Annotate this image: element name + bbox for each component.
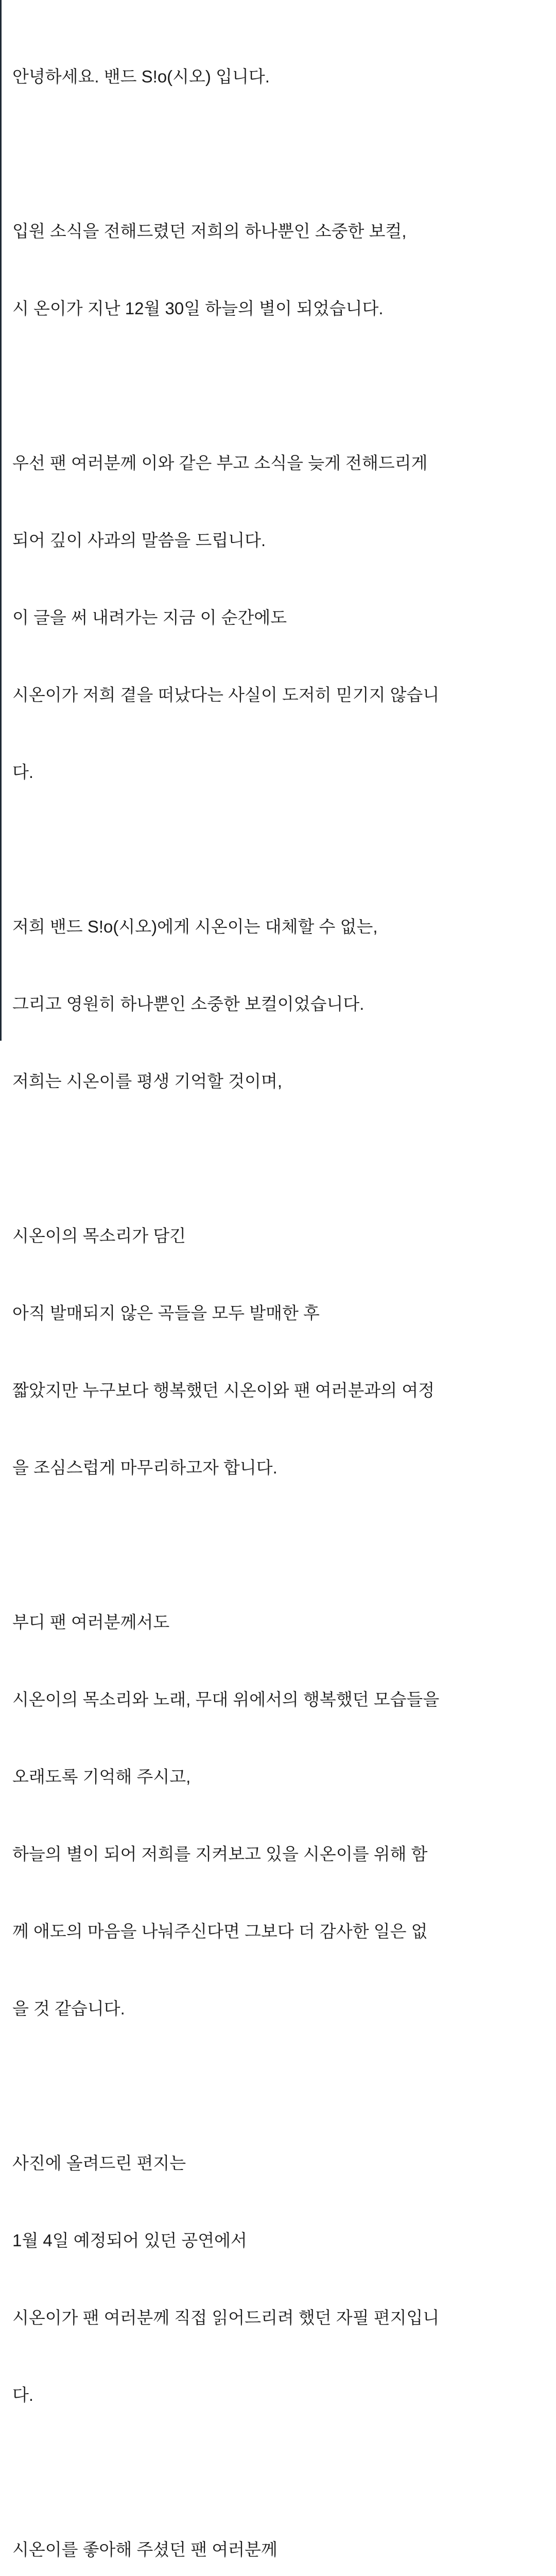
post-line [12, 2460, 548, 2485]
post-line: 안녕하세요. 밴드 S!o(시오) 입니다. [12, 67, 270, 86]
post-line [12, 1532, 548, 1558]
post-line: 아직 발매되지 않은 곡들을 모두 발매한 후 [12, 1303, 320, 1323]
post-line: 다. [12, 2385, 34, 2404]
post-line: 시온이가 팬 여러분께 직접 읽어드리려 했던 자필 편지입니 [12, 2308, 440, 2327]
post-line [12, 837, 548, 862]
post-line: 저희는 시온이를 평생 기억할 것이며, [12, 1072, 283, 1091]
post-line: 되어 깊이 사과의 말씀을 드립니다. [12, 531, 266, 550]
post-line: 오래도록 기억해 주시고, [12, 1767, 191, 1786]
left-border-rule [0, 0, 2, 1041]
post-line: 하늘의 별이 되어 저희를 지켜보고 있을 시온이를 위해 함 [12, 1844, 428, 1863]
post-line: 시온이의 목소리와 노래, 무대 위에서의 행복했던 모습들을 [12, 1690, 440, 1709]
post-line: 우선 팬 여러분께 이와 같은 부고 소식을 늦게 전해드리게 [12, 453, 428, 472]
post-body [12, 12, 548, 2576]
post-line: 을 것 같습니다. [12, 1999, 125, 2018]
post-line [12, 1146, 548, 1172]
post-line: 시 온이가 지난 12월 30일 하늘의 별이 되었습니다. [12, 299, 384, 318]
post-line: 시온이를 좋아해 주셨던 팬 여러분께 [12, 2540, 277, 2559]
post-line: 1월 4일 예정되어 있던 공연에서 [12, 2231, 247, 2250]
post-line: 을 조심스럽게 마무리하고자 합니다. [12, 1458, 277, 1477]
post-line: 께 애도의 마음을 나눠주신다면 그보다 더 감사한 일은 없 [12, 1922, 428, 1941]
post-line: 부디 팬 여러분께서도 [12, 1613, 170, 1632]
post-line: 입원 소식을 전해드렸던 저희의 하나뿐인 소중한 보컬, [12, 222, 407, 241]
post-line: 저희 밴드 S!o(시오)에게 시온이는 대체할 수 없는, [12, 917, 378, 936]
post-line: 그리고 영원히 하나뿐인 소중한 보컬이었습니다. [12, 994, 364, 1013]
post-line: 짧았지만 누구보다 행복했던 시온이와 팬 여러분과의 여정 [12, 1381, 435, 1400]
post-line: 다. [12, 762, 34, 782]
post-line: 이 글을 써 내려가는 지금 이 순간에도 [12, 608, 287, 627]
post-line [12, 141, 548, 167]
post-line [12, 373, 548, 399]
post-line: 시온이가 저희 곁을 떠났다는 사실이 도저히 믿기지 않습니 [12, 685, 440, 704]
post-line [12, 2073, 548, 2099]
post-line: 사진에 올려드린 편지는 [12, 2154, 186, 2173]
post-line: 시온이의 목소리가 담긴 [12, 1226, 186, 1245]
